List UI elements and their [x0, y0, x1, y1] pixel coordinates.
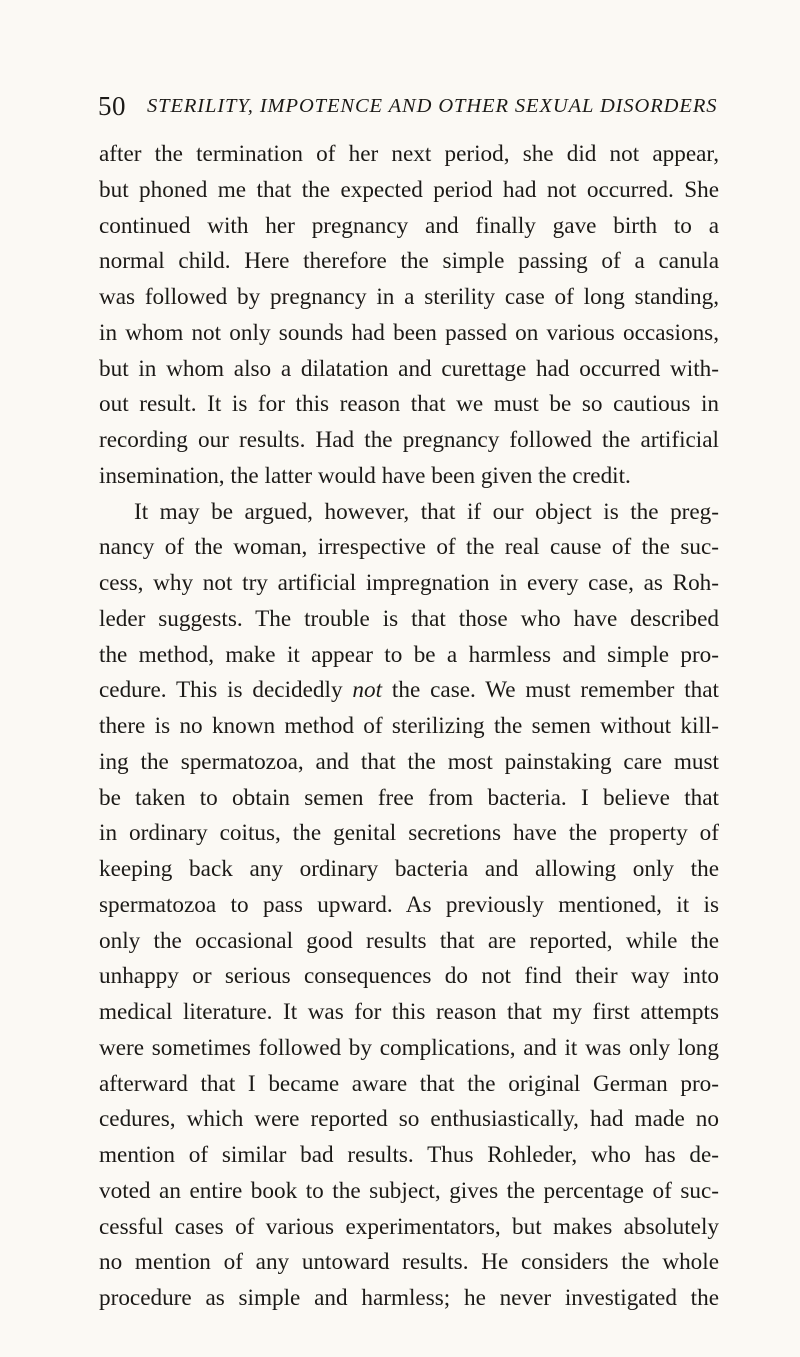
text-line: continued with her pregnancy and finally gave birth to a — [99, 212, 719, 239]
text-line: medical literature. It was for this reason that my first attempts — [99, 999, 719, 1025]
text-line: were sometimes followed by complications, and it was only long — [99, 1034, 719, 1061]
text-line: cess, why not try artificial impregnation in every case, as Roh- — [99, 570, 719, 596]
text-line: keeping back any ordinary bacteria and allowing only the — [99, 856, 719, 882]
text-line: unhappy or serious consequences do not find their way into — [99, 963, 719, 990]
paragraph-start: It may be argued, however, that if our object is the preg- — [134, 498, 719, 525]
running-head — [98, 88, 718, 124]
text-line: ing the spermatozoa, and that the most painstaking care must — [99, 748, 719, 775]
text-line: mention of similar bad results. Thus Rohleder, who has de- — [99, 1142, 719, 1168]
text-line-indented — [99, 495, 719, 531]
text-line: normal child. Here therefore the simple passing of a canula — [99, 248, 719, 275]
text-line: the method, make it appear to be a harmless and simple pro- — [99, 641, 719, 668]
text-segment: cedure. This is decidedly — [99, 677, 343, 704]
text-line: cessful cases of various experimentators, but makes absolutely — [99, 1213, 719, 1240]
running-title: STERILITY, IMPOTENCE AND OTHER SEXUAL DISORDERS — [147, 95, 718, 117]
text-line: in ordinary coitus, the genital secretions have the property of — [99, 820, 719, 847]
text-line: leder suggests. The trouble is that those who have described — [99, 605, 719, 632]
text-line: nancy of the woman, irrespective of the real cause of the suc- — [99, 534, 719, 561]
text-line: recording our results. Had the pregnancy followed the artificial — [99, 427, 719, 453]
text-line: afterward that I became aware that the original German pro- — [99, 1070, 719, 1097]
page-number: 50 — [98, 91, 126, 121]
text-line: spermatozoa to pass upward. As previously mentioned, it is — [99, 891, 719, 918]
text-line: after the termination of her next period, she did not appear, — [99, 141, 719, 167]
text-line: out result. It is for this reason that we must be so cautious in — [99, 391, 719, 418]
text-line: but in whom also a dilatation and curettage had occurred with- — [99, 355, 719, 382]
text-line: no mention of any untoward results. He considers the whole — [99, 1249, 719, 1276]
text-line: there is no known method of sterilizing the semen without kill- — [99, 713, 719, 739]
text-line: be taken to obtain semen free from bacteria. I believe that — [99, 784, 719, 811]
text-line: only the occasional good results that are reported, while the — [99, 927, 719, 954]
text-line: procedure as simple and harmless; he never investigated the — [99, 1285, 719, 1311]
text-line: voted an entire book to the subject, gives the percentage of suc- — [99, 1177, 719, 1204]
text-segment: the case. We must remember that — [391, 677, 719, 704]
body-text — [99, 137, 719, 1317]
text-line: cedures, which were reported so enthusiastically, had made no — [99, 1106, 719, 1133]
text-line: in whom not only sounds had been passed on various occasions, — [99, 319, 719, 346]
text-line: insemination, the latter would have been given the credit. — [99, 462, 631, 489]
emphasis-not: not — [352, 677, 383, 704]
text-line: was followed by pregnancy in a sterility case of long standing, — [99, 284, 719, 310]
text-line-with-emphasis — [99, 673, 719, 709]
text-line: but phoned me that the expected period had not occurred. She — [99, 176, 719, 203]
